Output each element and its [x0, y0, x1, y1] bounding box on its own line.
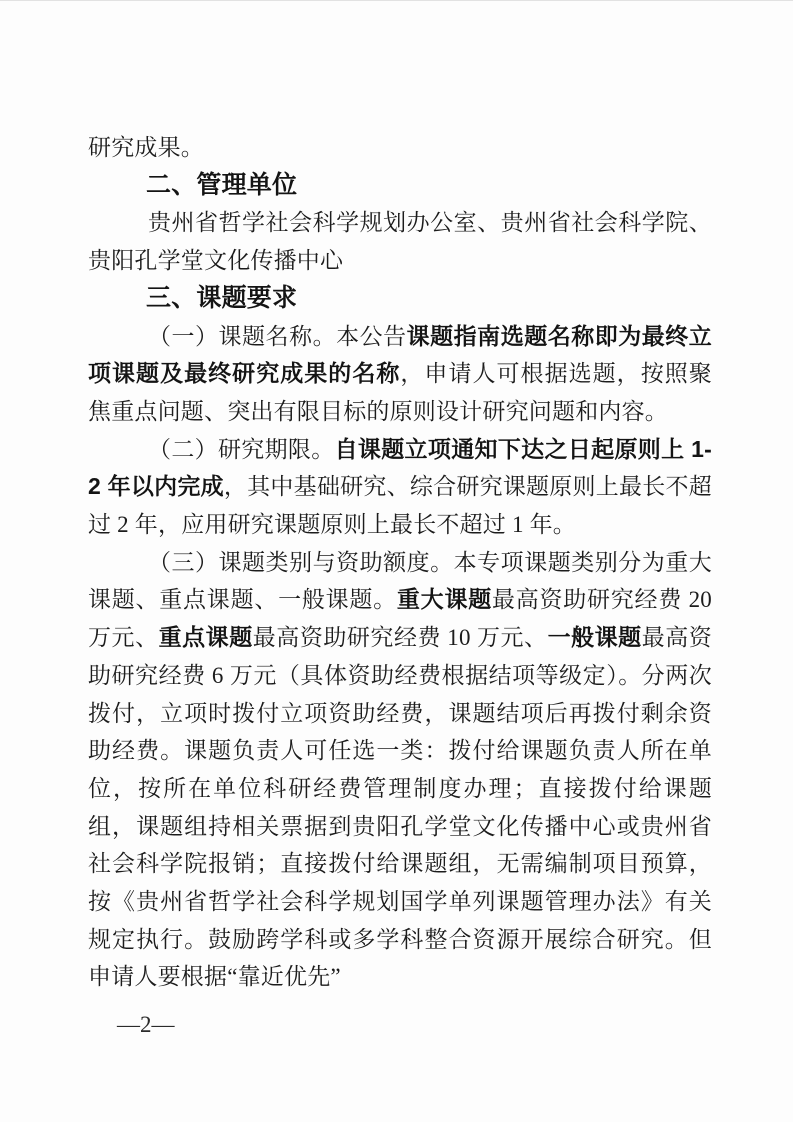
body-text: 最高资助研究经费 20 万元、 [88, 587, 712, 651]
body-text: ，其中基础研究、综合研究课题原则上最长不超过 2 年，应用研究课题原则上最长不超过 1 年。 [88, 474, 712, 538]
section-heading-topic-requirements [88, 280, 712, 318]
emphasis-text: 课题指南选题名称即为最终立项课题及最终研究成果的名称 [88, 322, 712, 387]
body-text: 最高资助研究经费 6 万元（具体资助经费根据结项等级定）。分两次拨付，立项时拨付立项资助经费，课题结项后再拨付剩余资助经费。课题负责人可任选一类：拨付给课题负责人所在单位，按所在单位科研经费管理制度办理；直接拨付给课题组，课题组持相关票据到贵阳孔学堂文化传播中心或贵州省社会科学院报销；直接拨付给课题组，无需编制项目预算，按《贵州省哲学社会科学规划国学单列课题管理办法》有关规定执行。鼓励跨学科或多学科整合资源开展综合研究。但申请人要根据“靠近优先” [88, 625, 712, 990]
body-text: ，申请人可根据选题，按照聚焦重点问题、突出有限目标的原则设计研究问题和内容。 [88, 361, 712, 424]
page-number: —2— [117, 1012, 175, 1037]
emphasis-text: 重点课题 [158, 624, 253, 651]
heading-text: 二、管理单位 [146, 170, 298, 199]
emphasis-text: 自课题立项通知下达之日起原则上 1-2 年以内完成 [88, 435, 712, 500]
paragraph-topic-name [88, 318, 712, 431]
body-text: （二）研究期限。 [148, 436, 335, 462]
document-body [88, 129, 712, 996]
body-text: 贵州省哲学社会科学规划办公室、贵州省社会科学院、贵阳孔学堂文化传播中心 [88, 210, 712, 274]
scan-edge-line [0, 0, 793, 1]
paragraph-continuation [88, 129, 712, 167]
emphasis-text: 一般课题 [547, 624, 642, 651]
body-text: （一）课题名称。本公告 [148, 323, 407, 349]
paragraph-management-units [88, 204, 712, 279]
emphasis-text: 重大课题 [396, 586, 492, 613]
body-text: 最高资助研究经费 10 万元、 [252, 625, 548, 651]
heading-text: 三、课题要求 [146, 283, 298, 312]
paragraph-research-period [88, 431, 712, 544]
body-text: 研究成果。 [88, 135, 204, 160]
section-heading-management-unit [88, 167, 712, 205]
paragraph-category-and-funding [88, 544, 712, 996]
body-text: （三）课题类别与资助额度。本专项课题类别分为重大课题、重点课题、一般课题。 [88, 549, 712, 613]
